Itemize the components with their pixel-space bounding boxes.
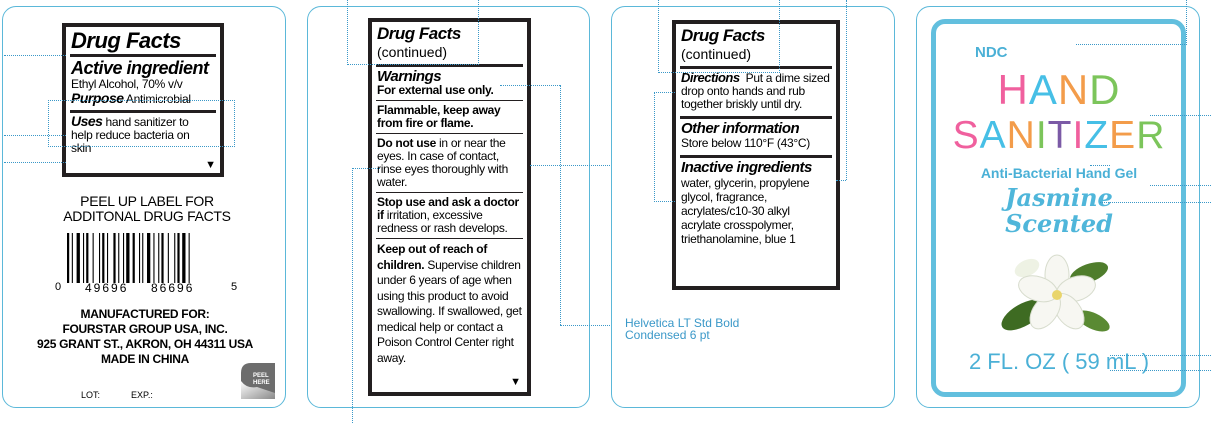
barcode-digits-1: 49696 (85, 281, 129, 295)
font-spec-note-line-1: Helvetica LT Std Bold (625, 316, 740, 330)
barcode-bars (65, 233, 227, 283)
other-information-heading: Other information (681, 120, 800, 137)
peel-here-corner[interactable] (237, 359, 275, 399)
guide-line (4, 55, 66, 56)
other-information-text: Store below 110°F (43°C) (681, 136, 810, 150)
drug-facts-title: Drug Facts (71, 28, 181, 53)
directions-heading: Directions (681, 70, 740, 85)
barcode-bar (142, 233, 143, 283)
exp-label: EXP.: (131, 390, 153, 400)
active-ingredient-text: Ethyl Alcohol, 70% v/v (71, 77, 183, 91)
uses-text: hand sanitizer to help reduce bacteria on skin (71, 115, 190, 155)
sanitizer-title-letter: Z (1084, 114, 1110, 157)
sanitizer-title-letter: E (1109, 114, 1137, 157)
barcode-bar (161, 233, 163, 283)
do-not-use-heading: Do not use (377, 136, 436, 150)
manufacturer-line-1: MANUFACTURED FOR: (80, 307, 210, 321)
peel-corner-text-1: PEEL (253, 373, 269, 379)
continued-label: (continued) (377, 44, 448, 60)
jasmine-flower-image (997, 243, 1115, 343)
sanitizer-title-letter: S (952, 114, 980, 157)
barcode-digits-2: 86696 (151, 281, 195, 295)
guide-box (654, 92, 675, 202)
barcode-bar (153, 233, 154, 283)
product-subtitle: Anti-Bacterial Hand Gel (980, 165, 1138, 181)
continued-label: (continued) (681, 46, 752, 62)
barcode-bar (102, 233, 104, 283)
guide-line (1150, 115, 1211, 116)
font-spec-note-line-2: Condensed 6 pt (625, 328, 710, 342)
scent-line-1: Jasmine (1005, 183, 1113, 212)
barcode-bar (139, 233, 140, 283)
guide-box (1076, 0, 1187, 45)
barcode-bar (93, 233, 94, 283)
net-contents: 2 FL. OZ ( 59 mL ) (968, 349, 1150, 374)
sanitizer-title-letter: I (1035, 114, 1048, 157)
barcode-bar (182, 233, 185, 283)
keep-out-heading: Keep out of reach of children. (377, 242, 488, 272)
barcode-bar (189, 233, 190, 283)
sanitizer-title-letter: A (979, 114, 1007, 157)
guide-line (500, 85, 560, 86)
barcode-bar (133, 233, 135, 283)
scent-line-2: Scented (1005, 209, 1113, 238)
label-panel-warnings (307, 6, 590, 408)
drug-facts-continued-box (368, 18, 531, 396)
barcode-digit-right: 5 (231, 281, 238, 293)
active-ingredient-heading: Active ingredient (71, 58, 209, 78)
hand-title (941, 66, 1177, 113)
ndc-label: NDC (975, 44, 1008, 61)
purpose-heading: Purpose (71, 90, 124, 106)
barcode-bar (168, 233, 169, 283)
label-panel-front-brand (916, 6, 1200, 408)
barcode-bar (126, 233, 129, 283)
guide-line (1100, 202, 1211, 203)
barcode-bar (177, 233, 179, 283)
sanitizer-title (941, 116, 1177, 156)
inactive-ingredients-text: water, glycerin, propylene glycol, fragrance, acrylates/c10-30 alkyl acrylate crosspolymer, triethanolamine, blue 1 (681, 176, 810, 246)
hand-title-letter: A (1028, 66, 1058, 113)
sanitizer-title-letter: N (1006, 114, 1036, 157)
barcode-bar (174, 233, 175, 283)
sanitizer-title-letter: I (1072, 114, 1085, 157)
guide-box (658, 0, 780, 73)
continue-arrow-icon: ▼ (205, 159, 216, 171)
barcode-bar (86, 233, 88, 283)
guide-line (352, 168, 353, 423)
manufacturer-line-4: MADE IN CHINA (100, 352, 190, 366)
guide-line (836, 180, 846, 181)
barcode-bar (113, 233, 115, 283)
barcode-bar (107, 233, 108, 283)
continue-arrow-icon: ▼ (510, 376, 521, 388)
hand-title-letter: D (1089, 66, 1121, 113)
uses-heading: Uses (71, 113, 103, 129)
label-panel-front-drug-facts (2, 6, 286, 408)
sanitizer-title-letter: T (1047, 114, 1073, 157)
barcode-bar (158, 233, 159, 283)
barcode-bar (77, 233, 80, 283)
guide-line (1110, 370, 1211, 371)
guide-line (1110, 355, 1211, 356)
hand-title-letter: N (1057, 66, 1090, 113)
peel-label-line-2: ADDITONAL DRUG FACTS (63, 208, 231, 224)
drug-facts-title: Drug Facts (681, 26, 765, 45)
peel-corner-text-2: HERE (253, 380, 270, 386)
purpose-text: Antimicrobial (125, 92, 191, 106)
drug-facts-title: Drug Facts (377, 24, 461, 43)
barcode-bar (147, 233, 150, 283)
stop-use-heading: Stop use and ask a doctor if (377, 195, 519, 222)
lot-label: LOT: (81, 390, 101, 400)
barcode-bar (123, 233, 124, 283)
inactive-ingredients-heading: Inactive ingredients (681, 159, 812, 176)
barcode (55, 233, 238, 297)
guide-box (347, 0, 479, 65)
directions-text: Put a dime sized drop onto hands and rub together briskly until dry. (681, 71, 830, 111)
guide-line (846, 0, 847, 180)
barcode-bar (72, 233, 73, 283)
manufacturer-line-2: FOURSTAR GROUP USA, INC. (62, 322, 228, 336)
guide-line (1150, 185, 1211, 186)
guide-line (560, 85, 561, 325)
guide-line (1090, 165, 1110, 166)
hand-title-letter: H (997, 66, 1029, 113)
barcode-bar (99, 233, 100, 283)
barcode-bar (83, 233, 84, 283)
jasmine-flower-icon (997, 243, 1115, 343)
barcode-digit-left: 0 (55, 281, 62, 293)
peel-label-line-1: PEEL UP LABEL FOR (80, 193, 214, 209)
guide-box (48, 100, 235, 147)
external-use-text: For external use only. (377, 83, 494, 97)
manufacturer-line-3: 925 GRANT ST., AKRON, OH 44311 USA (36, 337, 254, 351)
do-not-use-text: in or near the eyes. In case of contact, rinse eyes thoroughly with water. (377, 136, 508, 189)
barcode-bar (118, 233, 119, 283)
guide-line (4, 162, 66, 163)
guide-line (560, 325, 618, 326)
sanitizer-title-letter: R (1136, 114, 1166, 157)
keep-out-text: Supervise children under 6 years of age when using this product to avoid swallowing. If swallowed, get medical help or contact a Poison Control Center right away. (377, 257, 522, 365)
guide-line (352, 168, 380, 169)
barcode-bar (67, 233, 69, 283)
flammable-warning: Flammable, keep away from fire or flame. (377, 103, 501, 130)
warnings-heading: Warnings (377, 68, 442, 85)
stop-use-text: irritation, excessive redness or rash develops. (377, 208, 508, 235)
